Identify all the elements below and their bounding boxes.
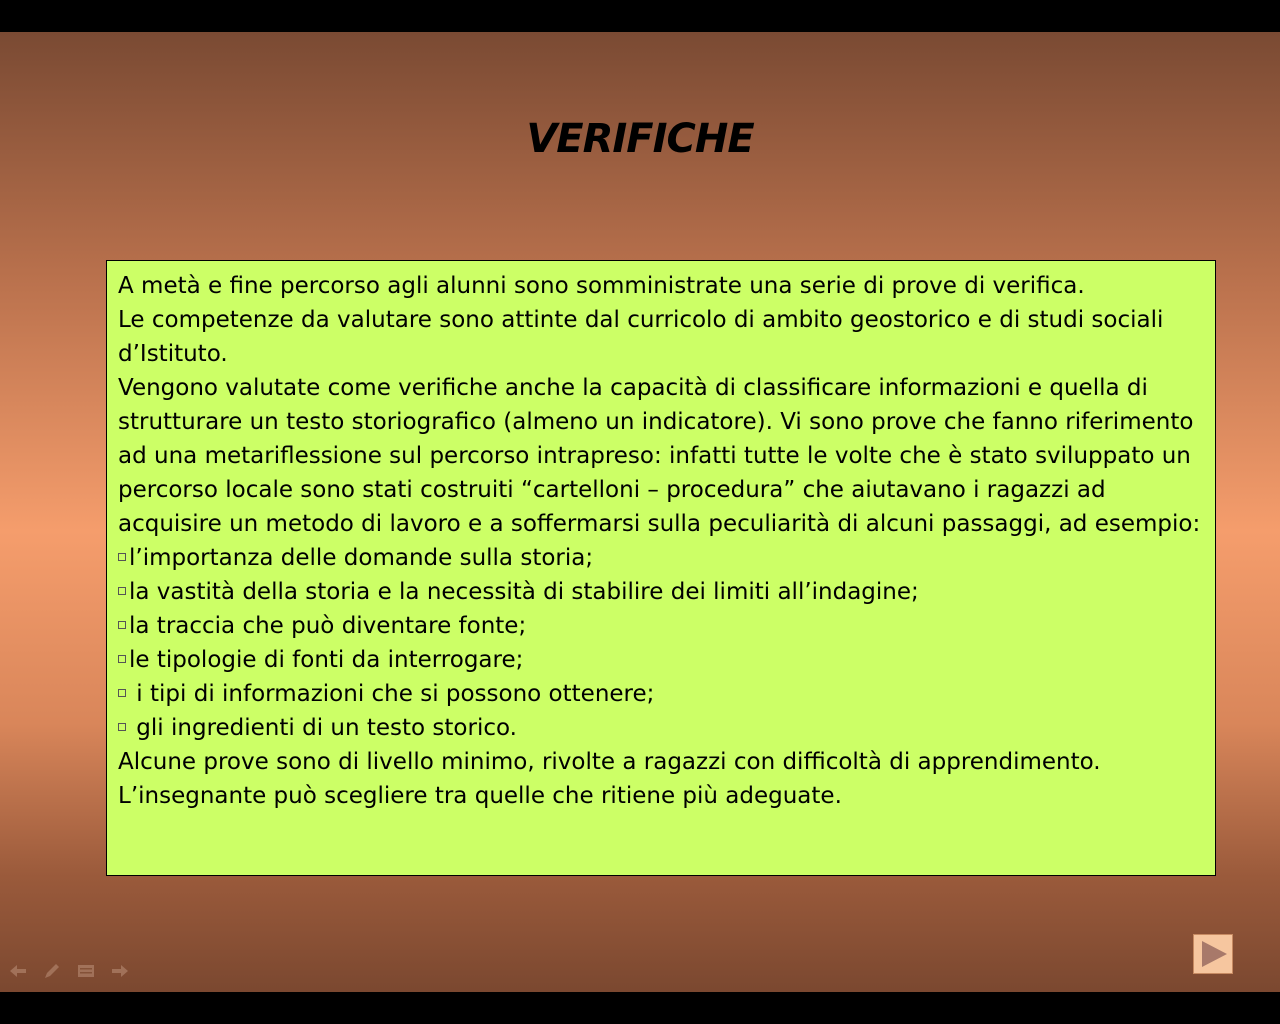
slide-title: VERIFICHE bbox=[526, 116, 754, 162]
paragraph: A metà e fine percorso agli alunni sono somministrate una serie di prove di verifica. bbox=[118, 273, 1085, 299]
bullet-item bbox=[118, 677, 1205, 711]
bullet-item bbox=[118, 609, 1205, 643]
paragraph: Vengono valutate come verifiche anche la capacità di classificare informazioni e quella di strutturare un testo storiografico (almeno un indicatore). Vi sono prove che fanno riferimento ad una metariflessione sul percorso intrapreso: infatti tutte le volte che è stato sviluppato un percorso locale sono stati costruiti “cartelloni – procedura” che aiutavano i ragazzi ad acquisire un metodo di lavoro e a soffermarsi sulla peculiarità di alcuni passaggi, ad esempio: bbox=[118, 375, 1201, 537]
paragraph: Le competenze da valutare sono attinte dal curricolo di ambito geostorico e di studi sociali d’Istituto. bbox=[118, 307, 1164, 367]
checkbox-bullet-icon bbox=[118, 655, 126, 663]
next-slide-button[interactable] bbox=[1193, 934, 1233, 974]
bullet-text: gli ingredienti di un testo storico. bbox=[129, 715, 517, 741]
checkbox-bullet-icon bbox=[118, 723, 126, 731]
checkbox-bullet-icon bbox=[118, 621, 126, 629]
menu-icon[interactable] bbox=[76, 962, 96, 980]
bullet-item bbox=[118, 541, 1205, 575]
slide bbox=[0, 32, 1280, 992]
bullet-item bbox=[118, 643, 1205, 677]
bullet-text: l’importanza delle domande sulla storia; bbox=[129, 545, 594, 571]
bullet-text: la vastità della storia e la necessità di stabilire dei limiti all’indagine; bbox=[129, 579, 919, 605]
pen-icon[interactable] bbox=[42, 962, 62, 980]
content-textbox bbox=[106, 260, 1216, 876]
bullet-text: i tipi di informazioni che si possono ottenere; bbox=[129, 681, 655, 707]
back-arrow-icon[interactable] bbox=[8, 962, 28, 980]
bullet-text: la traccia che può diventare fonte; bbox=[129, 613, 527, 639]
play-arrow-icon bbox=[1199, 939, 1229, 969]
checkbox-bullet-icon bbox=[118, 689, 126, 697]
bullet-item bbox=[118, 575, 1205, 609]
closing-paragraph: Alcune prove sono di livello minimo, rivolte a ragazzi con difficoltà di apprendimento. L’insegnante può scegliere tra quelle che ritiene più adeguate. bbox=[118, 749, 1101, 809]
slideshow-toolbar bbox=[8, 962, 130, 980]
bullet-text: le tipologie di fonti da interrogare; bbox=[129, 647, 524, 673]
checkbox-bullet-icon bbox=[118, 587, 126, 595]
forward-arrow-icon[interactable] bbox=[110, 962, 130, 980]
bullet-item bbox=[118, 711, 1205, 745]
checkbox-bullet-icon bbox=[118, 553, 126, 561]
